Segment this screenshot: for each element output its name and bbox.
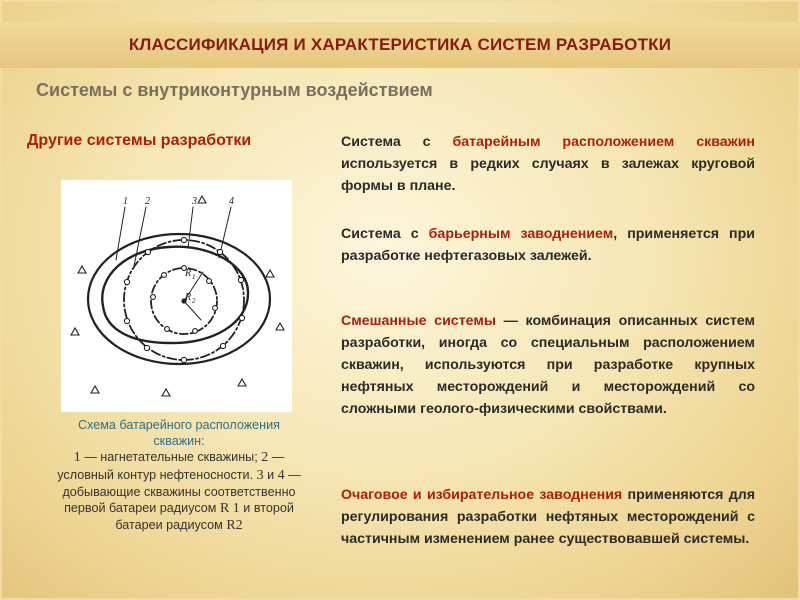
p1-highlight: батарейным расположением скважин	[452, 134, 755, 150]
leader-1	[116, 207, 125, 260]
diagram-label-4: 4	[229, 196, 234, 207]
caption-num-1: 1	[73, 450, 81, 466]
paragraph-mixed-systems	[341, 310, 755, 420]
triangle-marker	[78, 266, 86, 273]
p2-start: Система с	[341, 226, 429, 242]
well-battery-diagram	[61, 180, 292, 412]
well-marker	[145, 249, 150, 254]
p3-highlight: Смешанные системы	[341, 313, 496, 329]
well-marker	[207, 279, 212, 284]
caption-num-4: 4	[277, 467, 285, 483]
well-marker	[193, 329, 198, 334]
p4-rest: применяются для регулирования разработки нефтяных месторождений с частичным изменением ранее существовавшей системы.	[341, 487, 755, 547]
triangle-marker	[276, 323, 284, 330]
well-marker	[238, 277, 243, 282]
p4-highlight: Очаговое и избирательное заводнения	[341, 487, 623, 503]
triangle-marker	[71, 328, 79, 335]
well-marker	[213, 306, 218, 311]
caption-num-3: 3	[256, 467, 264, 483]
well-marker	[239, 315, 244, 320]
outer-contour	[88, 234, 270, 364]
well-marker	[181, 357, 186, 362]
well-marker	[162, 273, 167, 278]
caption-text-5: и второй батареи радиусом	[115, 501, 294, 533]
well-marker	[217, 249, 222, 254]
triangle-marker	[91, 386, 99, 393]
caption-body	[55, 449, 303, 534]
caption-num-2: 2	[261, 450, 269, 466]
p1-start: Система с	[341, 134, 453, 150]
triangle-marker	[162, 389, 170, 396]
diagram-label-r2-sub: 2	[192, 297, 196, 305]
well-marker	[144, 345, 149, 350]
leader-2	[134, 207, 146, 266]
p1-rest: используется в редких случаях в залежах круговой формы в плане.	[341, 156, 755, 194]
diagram-caption	[55, 417, 303, 534]
well-marker	[124, 279, 129, 284]
p2-highlight: барьерным заводнением	[428, 226, 614, 242]
well-battery-svg	[61, 180, 292, 412]
leader-3	[188, 207, 193, 248]
well-marker	[165, 327, 170, 332]
caption-text-2: — условный контур нефтеносности.	[57, 450, 285, 482]
slide-subtitle: Системы с внутриконтурным воздействием	[36, 80, 433, 100]
paragraph-barrier-flooding	[341, 223, 755, 267]
diagram-label-2: 2	[145, 196, 150, 207]
well-marker	[124, 318, 129, 323]
well-marker	[181, 237, 186, 242]
left-heading: Другие системы разработки	[27, 132, 252, 149]
caption-text-1: — нагнетательные скважины;	[80, 450, 262, 465]
triangle-marker	[238, 379, 246, 386]
diagram-label-r2: R	[185, 292, 192, 303]
slide-title: КЛАССИФИКАЦИЯ И ХАРАКТЕРИСТИКА СИСТЕМ РАЗРАБОТКИ	[128, 35, 672, 54]
paragraph-battery-system	[341, 131, 755, 197]
title-bar	[0, 22, 800, 68]
triangle-marker	[266, 270, 274, 277]
triangle-marker	[198, 196, 206, 203]
p2-rest: , применяется при разработке нефтегазовых залежей.	[341, 226, 756, 264]
diagram-label-r1: R	[185, 268, 192, 279]
well-marker	[151, 295, 156, 300]
paragraph-focal-flooding	[341, 484, 755, 550]
caption-title: Схема батарейного расположения скважин:	[78, 418, 280, 449]
caption-text-3: и	[263, 467, 278, 482]
caption-text-4: — добывающие скважины соответственно первой батареи радиусом	[62, 467, 301, 516]
caption-radius-1: R 1	[219, 501, 240, 517]
diagram-label-3: 3	[192, 196, 197, 207]
p3-rest: — комбинация описанных систем разработки, иногда со специальным расположением скважин, используются при разработке крупных нефтяных месторождений и месторождений со сложными геолого-физическими свойствами.	[341, 313, 755, 417]
diagram-label-r1-sub: 1	[192, 273, 196, 281]
diagram-label-1: 1	[123, 196, 128, 207]
caption-radius-2: R2	[226, 518, 243, 534]
well-marker	[220, 343, 225, 348]
